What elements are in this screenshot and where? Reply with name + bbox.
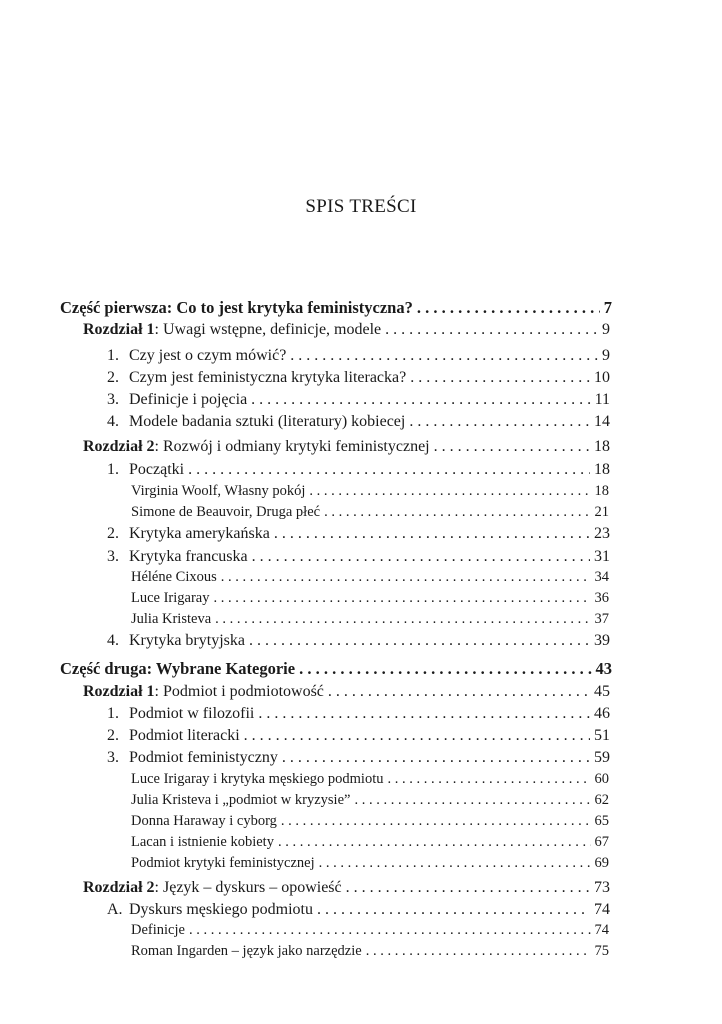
toc-page-number: 67	[594, 834, 609, 850]
toc-entry-number: 2.	[107, 525, 119, 542]
toc-leader-dots	[409, 413, 590, 431]
toc-entry-label: A. Dyskurs męskiego podmiotu	[107, 901, 313, 918]
toc-entry-label: Virginia Woolf, Własny pokój	[131, 483, 306, 499]
toc-leader-dots	[188, 461, 590, 479]
toc-entry-label: Rozdział 2: Język – dyskurs – opowieść	[83, 879, 342, 896]
toc-entry-part	[60, 298, 612, 318]
toc-page-number: 73	[594, 879, 610, 896]
toc-chapter-prefix: Rozdział 2	[83, 879, 155, 896]
toc-leader-dots	[354, 792, 590, 809]
toc-entry-label: 2. Podmiot literacki	[107, 727, 240, 744]
toc-page-number: 11	[594, 391, 610, 408]
toc-chapter-prefix: Rozdział 1	[83, 321, 155, 338]
toc-page-number: 10	[594, 369, 610, 386]
toc-entry-sec	[107, 705, 610, 723]
toc-page-number: 37	[594, 611, 609, 627]
toc-entry-number: 1.	[107, 461, 119, 478]
toc-page-number: 23	[594, 525, 610, 542]
toc-entry-label: Część druga: Wybrane Kategorie	[60, 659, 296, 678]
toc-leader-dots	[410, 369, 590, 387]
toc-leader-dots	[189, 922, 591, 939]
toc-leader-dots	[221, 569, 591, 586]
toc-leader-dots	[290, 347, 598, 365]
toc-entry-sec	[107, 901, 610, 919]
toc-leader-dots	[215, 611, 590, 628]
toc-page-number: 39	[594, 632, 610, 649]
toc-entry-sub	[131, 943, 609, 960]
toc-leader-dots	[258, 705, 590, 723]
toc-entry-chapter	[83, 683, 610, 701]
toc-leader-dots	[434, 438, 590, 456]
toc-page-number: 46	[594, 705, 610, 722]
toc-page-number: 31	[594, 548, 610, 565]
toc-entry-label: 2. Krytyka amerykańska	[107, 525, 270, 542]
toc-page-number: 51	[594, 727, 610, 744]
toc-entry-number: 3.	[107, 391, 119, 408]
toc-entry-label: Definicje	[131, 922, 185, 938]
toc-leader-dots	[417, 298, 600, 318]
toc-leader-dots	[346, 879, 590, 897]
toc-page-number: 62	[594, 792, 609, 808]
toc-leader-dots	[214, 590, 591, 607]
toc-entry-number: 2.	[107, 727, 119, 744]
toc-entry-sec	[107, 749, 610, 767]
toc-entry-sec	[107, 632, 610, 650]
toc-page-number: 60	[594, 771, 609, 787]
toc-entry-sec	[107, 369, 610, 387]
toc-entry-number: 1.	[107, 347, 119, 364]
toc-page-number: 9	[602, 347, 610, 364]
toc-entry-number: A.	[107, 901, 123, 918]
toc-entry-number: 4.	[107, 413, 119, 430]
toc-entry-sec	[107, 347, 610, 365]
toc-entry-label: Simone de Beauvoir, Druga płeć	[131, 504, 321, 520]
toc-entry-label: Rozdział 1: Podmiot i podmiotowość	[83, 683, 324, 700]
toc-leader-dots	[244, 727, 590, 745]
toc-entry-label: 3. Krytyka francuska	[107, 548, 248, 565]
toc-entry-number: 4.	[107, 632, 119, 649]
toc-entry-label: 4. Krytyka brytyjska	[107, 632, 245, 649]
toc-entry-sub	[131, 504, 609, 521]
toc-page-number: 18	[594, 483, 609, 499]
toc-entry-sub	[131, 792, 609, 809]
toc-entry-label: Donna Haraway i cyborg	[131, 813, 277, 829]
toc-leader-dots	[366, 943, 591, 960]
toc-entry-number: 3.	[107, 548, 119, 565]
toc-entry-label: Rozdział 1: Uwagi wstępne, definicje, modele	[83, 321, 382, 338]
toc-entry-number: 1.	[107, 705, 119, 722]
toc-entry-chapter	[83, 879, 610, 897]
toc-entry-number: 2.	[107, 369, 119, 386]
toc-entry-sub	[131, 483, 609, 500]
toc-entry-chapter	[83, 321, 610, 339]
toc-leader-dots	[309, 483, 590, 500]
toc-leader-dots	[319, 855, 591, 872]
toc-entry-label: Julia Kristeva	[131, 611, 212, 627]
toc-entry-part	[60, 659, 612, 679]
toc-leader-dots	[282, 749, 590, 767]
toc-leader-dots	[281, 813, 591, 830]
page-title: SPIS TREŚCI	[305, 196, 417, 217]
toc-entry-label: 4. Modele badania sztuki (literatury) kobiecej	[107, 413, 406, 430]
toc-leader-dots	[278, 834, 591, 851]
toc-leader-dots	[299, 659, 591, 679]
toc-page-number: 34	[594, 569, 609, 585]
toc-leader-dots	[385, 321, 598, 339]
toc-entry-label: 3. Podmiot feministyczny	[107, 749, 278, 766]
toc-page-number: 43	[595, 659, 612, 678]
toc-entry-label: Rozdział 2: Rozwój i odmiany krytyki feministycznej	[83, 438, 430, 455]
toc-entry-sub	[131, 922, 609, 939]
toc-entry-number: 3.	[107, 749, 119, 766]
toc-entry-label: Luce Irigaray i krytyka męskiego podmiotu	[131, 771, 384, 787]
toc-entry-label: Część pierwsza: Co to jest krytyka feministyczna?	[60, 298, 413, 317]
toc-entry-label: 3. Definicje i pojęcia	[107, 391, 248, 408]
toc-entry-label: Lacan i istnienie kobiety	[131, 834, 274, 850]
toc-entry-sub	[131, 569, 609, 586]
toc-page-number: 7	[603, 298, 612, 317]
toc-page-number: 75	[594, 943, 609, 959]
toc-entry-sub	[131, 611, 609, 628]
toc-page-number: 65	[594, 813, 609, 829]
toc-entry-label: Podmiot krytyki feministycznej	[131, 855, 315, 871]
toc-entry-sub	[131, 771, 609, 788]
toc-entry-label: 1. Początki	[107, 461, 185, 478]
toc-page-number: 74	[594, 901, 610, 918]
toc-page-number: 18	[594, 438, 610, 455]
toc-entry-label: Héléne Cixous	[131, 569, 217, 585]
toc-leader-dots	[252, 548, 590, 566]
toc-page-number: 74	[594, 922, 609, 938]
toc-entry-sub	[131, 855, 609, 872]
toc-entry-label: Luce Irigaray	[131, 590, 210, 606]
toc-entry-chapter	[83, 438, 610, 456]
toc-leader-dots	[317, 901, 590, 919]
toc-page-number: 45	[594, 683, 610, 700]
toc-page-number: 14	[594, 413, 610, 430]
toc-entry-label: Roman Ingarden – język jako narzędzie	[131, 943, 362, 959]
toc-leader-dots	[328, 683, 590, 701]
toc-page-number: 18	[594, 461, 610, 478]
toc-page-number: 69	[594, 855, 609, 871]
toc-leader-dots	[387, 771, 590, 788]
toc-leader-dots	[324, 504, 590, 521]
toc-entry-label: 1. Czy jest o czym mówić?	[107, 347, 287, 364]
toc-entry-sec	[107, 727, 610, 745]
toc-entry-sub	[131, 813, 609, 830]
toc-page-number: 9	[602, 321, 610, 338]
toc-leader-dots	[249, 632, 590, 650]
toc-page-number: 36	[594, 590, 609, 606]
toc-leader-dots	[274, 525, 590, 543]
toc-entry-label: 1. Podmiot w filozofii	[107, 705, 255, 722]
toc-entry-sub	[131, 590, 609, 607]
toc-entry-sec	[107, 548, 610, 566]
toc-chapter-prefix: Rozdział 2	[83, 438, 155, 455]
toc-entry-sec	[107, 391, 610, 409]
toc-entry-sec	[107, 461, 610, 479]
toc-entry-sec	[107, 413, 610, 431]
toc-page-number: 21	[594, 504, 609, 520]
toc-entry-label: 2. Czym jest feministyczna krytyka literacka?	[107, 369, 407, 386]
toc-entry-sec	[107, 525, 610, 543]
toc-page-number: 59	[594, 749, 610, 766]
toc-leader-dots	[251, 391, 590, 409]
toc-entry-sub	[131, 834, 609, 851]
toc-chapter-prefix: Rozdział 1	[83, 683, 155, 700]
toc-entry-label: Julia Kristeva i „podmiot w kryzysie”	[131, 792, 351, 808]
